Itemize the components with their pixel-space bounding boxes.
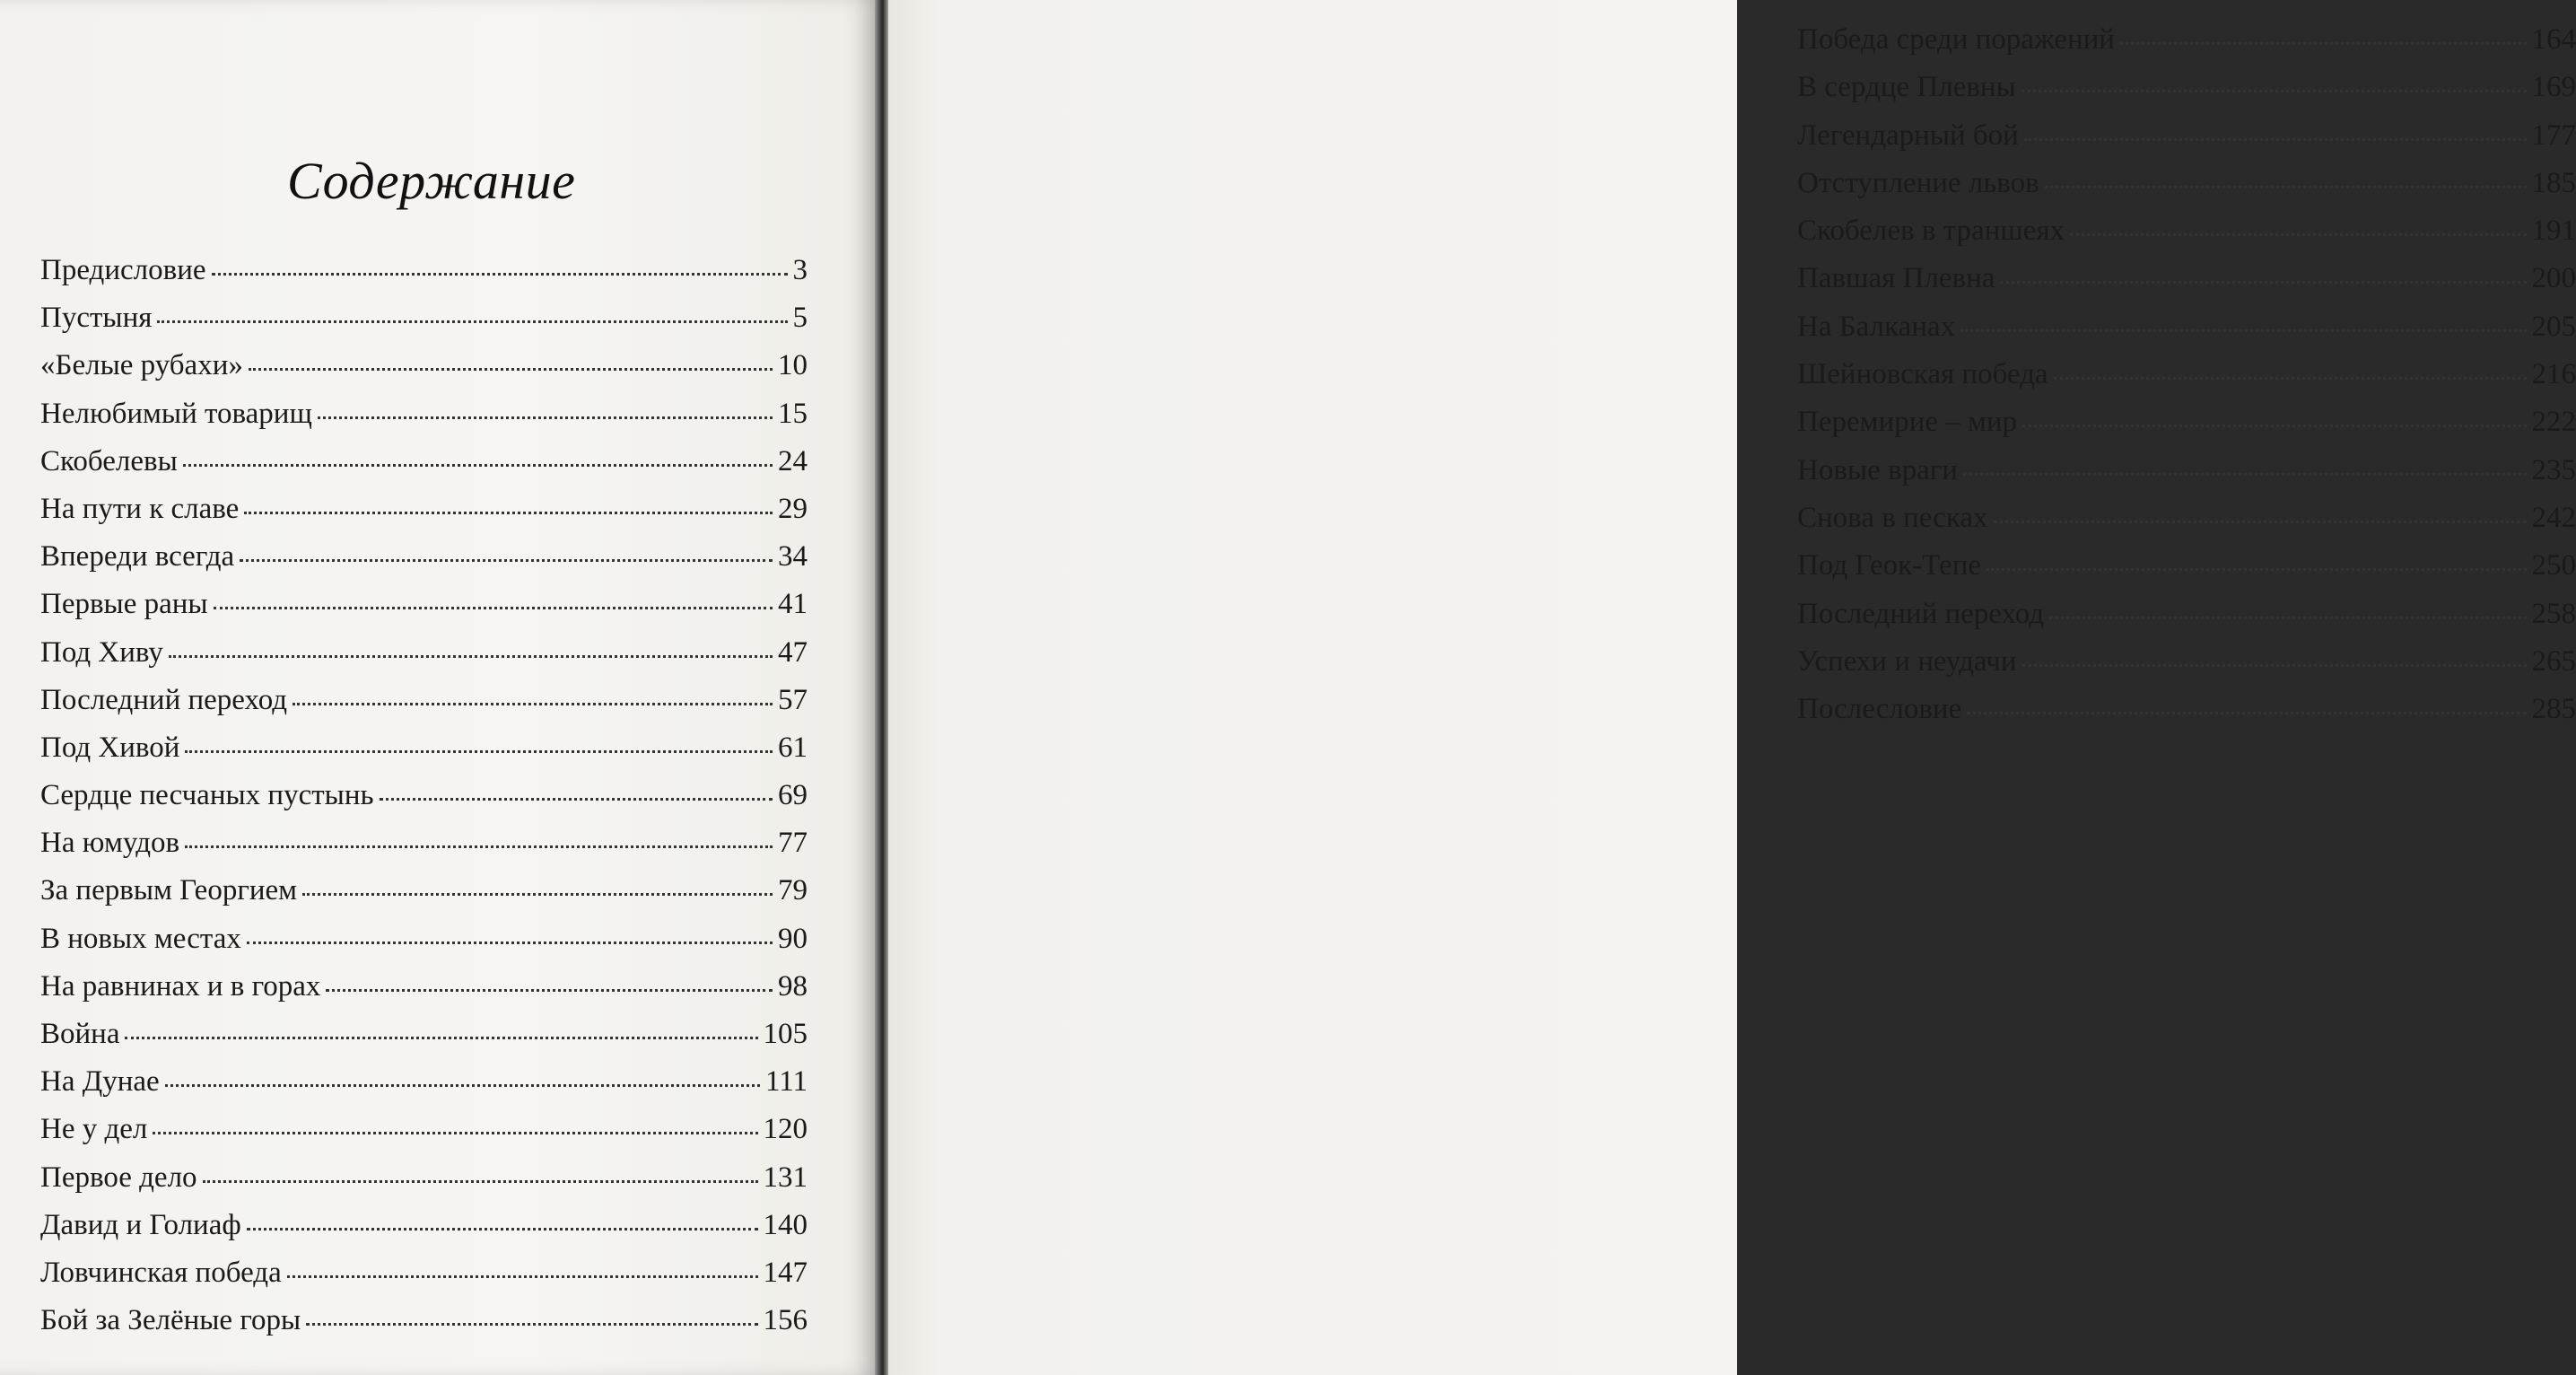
- toc-entry: [40, 542, 808, 590]
- toc-entry-page-number: 24: [778, 444, 808, 477]
- toc-entry-title: На Дунае: [40, 1065, 160, 1099]
- toc-entry: [1797, 360, 2576, 407]
- toc-entry-page-number: 111: [764, 1065, 808, 1099]
- left-page: [0, 0, 875, 1375]
- toc-entry-page-number: 69: [778, 779, 808, 812]
- toc-entry-title: За первым Георгием: [40, 874, 298, 907]
- toc-entry: [1797, 166, 2576, 216]
- dot-leader: [2049, 617, 2526, 619]
- toc-entry-title: Первое дело: [40, 1160, 197, 1194]
- dot-leader: [287, 1275, 758, 1278]
- toc-entry-page-number: 47: [778, 635, 808, 669]
- toc-entry-page-number: 156: [763, 1304, 808, 1337]
- toc-right-column: [1797, 25, 2576, 742]
- toc-entry-page-number: 10: [778, 349, 808, 382]
- toc-entry: [1797, 501, 2576, 551]
- dot-leader: [326, 989, 773, 992]
- toc-entry-page-number: 120: [763, 1113, 808, 1146]
- dot-leader: [247, 1228, 758, 1230]
- dot-leader: [1960, 329, 2526, 332]
- toc-entry-title: Не у дел: [40, 1113, 148, 1146]
- toc-entry-title: Успехи и неудачи: [1797, 644, 2017, 678]
- dot-leader: [1967, 712, 2526, 714]
- toc-entry-title: Шейновская победа: [1797, 358, 2048, 391]
- dot-leader: [165, 1084, 760, 1087]
- dot-leader: [249, 368, 773, 371]
- contents-title: Содержание: [287, 152, 576, 210]
- toc-entry-title: Отступление львов: [1797, 166, 2039, 199]
- toc-entry: [40, 683, 808, 733]
- dot-leader: [214, 607, 773, 609]
- toc-entry: [40, 1306, 808, 1353]
- toc-entry: [1797, 73, 2576, 120]
- dot-leader: [203, 1180, 758, 1183]
- toc-entry-page-number: 41: [778, 588, 808, 621]
- toc-entry-title: Новые враги: [1797, 453, 1958, 486]
- toc-entry-title: Послесловие: [1797, 693, 1962, 726]
- toc-entry: [40, 256, 808, 303]
- toc-entry-page-number: 235: [2531, 453, 2576, 486]
- toc-entry: [1797, 695, 2576, 742]
- toc-entry: [40, 781, 808, 828]
- toc-entry-page-number: 77: [778, 827, 808, 860]
- dot-leader: [2070, 233, 2526, 236]
- toc-entry-title: На пути к славе: [40, 492, 240, 525]
- toc-entry: [1797, 264, 2576, 311]
- toc-entry-title: Давид и Голиаф: [40, 1208, 241, 1241]
- toc-entry: [1797, 407, 2576, 455]
- toc-entry-page-number: 265: [2531, 644, 2576, 678]
- toc-entry-title: Последний переход: [40, 683, 288, 716]
- toc-entry: [1797, 25, 2576, 73]
- toc-entry-page-number: 105: [763, 1018, 808, 1050]
- toc-entry-page-number: 3: [792, 254, 808, 286]
- toc-entry: [40, 492, 808, 542]
- toc-entry-title: Легендарный бой: [1797, 118, 2019, 152]
- toc-entry-title: В новых местах: [40, 922, 241, 955]
- toc-entry-page-number: 57: [778, 683, 808, 716]
- dot-leader: [302, 893, 773, 896]
- toc-entry-title: Бой за Зелёные горы: [40, 1304, 301, 1337]
- toc-entry-page-number: 15: [778, 397, 808, 430]
- toc-entry: [1797, 216, 2576, 264]
- toc-entry-title: В сердце Плевны: [1797, 71, 2016, 104]
- dot-leader: [293, 703, 773, 705]
- toc-entry: [40, 828, 808, 876]
- dot-leader: [183, 464, 773, 467]
- book-gutter: [875, 0, 888, 1375]
- dot-leader: [2024, 138, 2527, 141]
- toc-entry-title: Предисловие: [40, 254, 206, 286]
- toc-entry: [40, 1115, 808, 1162]
- toc-entry-title: Первые раны: [40, 588, 208, 621]
- toc-entry-title: «Белые рубахи»: [40, 349, 243, 382]
- dot-leader: [125, 1037, 757, 1039]
- dot-leader: [247, 941, 773, 944]
- toc-entry-title: Нелюбимый товарищ: [40, 397, 312, 430]
- toc-entry-title: Скобелевы: [40, 444, 178, 477]
- dot-leader: [185, 845, 773, 848]
- dot-leader: [2054, 377, 2527, 380]
- dot-leader: [2022, 90, 2527, 92]
- toc-entry-page-number: 79: [778, 874, 808, 907]
- toc-entry: [40, 733, 808, 781]
- toc-entry: [1797, 644, 2576, 695]
- toc-entry-page-number: 169: [2531, 71, 2576, 104]
- toc-entry-title: Снова в песках: [1797, 501, 1988, 534]
- toc-entry-title: На юмудов: [40, 827, 180, 860]
- toc-entry-title: Ловчинская победа: [40, 1256, 282, 1289]
- toc-entry: [40, 876, 808, 924]
- toc-entry: [40, 444, 808, 495]
- dot-leader: [1994, 521, 2527, 523]
- toc-entry-page-number: 242: [2531, 501, 2576, 534]
- dot-leader: [169, 655, 773, 658]
- dot-leader: [2120, 42, 2527, 45]
- toc-entry-page-number: 5: [792, 302, 808, 335]
- toc-entry: [1797, 453, 2576, 504]
- toc-entry-page-number: 140: [763, 1208, 808, 1241]
- toc-entry-page-number: 258: [2531, 597, 2576, 630]
- toc-entry-page-number: 29: [778, 492, 808, 525]
- toc-entry-title: Скобелев в траншеях: [1797, 215, 2065, 248]
- dot-leader: [1963, 473, 2527, 476]
- toc-entry: [40, 1067, 808, 1115]
- toc-entry: [1797, 597, 2576, 647]
- dot-leader: [212, 273, 788, 276]
- dot-leader: [380, 798, 773, 801]
- toc-entry-page-number: 191: [2531, 215, 2576, 248]
- toc-entry: [40, 1208, 808, 1258]
- toc-entry-title: Павшая Плевна: [1797, 262, 1995, 295]
- toc-entry-page-number: 164: [2531, 23, 2576, 56]
- toc-entry-page-number: 200: [2531, 262, 2576, 295]
- toc-entry-page-number: 98: [778, 969, 808, 1003]
- toc-entry-title: На Балканах: [1797, 310, 1956, 343]
- toc-entry-title: Под Геок-Тепе: [1797, 549, 1982, 582]
- toc-entry: [40, 303, 808, 351]
- toc-entry-page-number: 177: [2531, 118, 2576, 152]
- toc-entry: [40, 1020, 808, 1067]
- toc-entry-page-number: 90: [778, 922, 808, 955]
- toc-entry: [40, 399, 808, 447]
- dot-leader: [2000, 281, 2526, 284]
- toc-entry-page-number: 147: [763, 1256, 808, 1289]
- toc-entry-page-number: 222: [2531, 406, 2576, 439]
- toc-entry-title: На равнинах и в горах: [40, 969, 321, 1003]
- toc-entry-title: Пустыня: [40, 302, 153, 335]
- right-page: [888, 0, 2576, 1375]
- toc-entry-title: Впереди всегда: [40, 540, 235, 574]
- toc-entry: [40, 590, 808, 637]
- toc-entry-title: Сердце песчаных пустынь: [40, 779, 374, 812]
- toc-entry-title: Под Хиву: [40, 635, 163, 669]
- toc-entry-title: Перемирие – мир: [1797, 406, 2018, 439]
- dot-leader: [244, 512, 773, 514]
- toc-entry-title: Последний переход: [1797, 597, 2045, 630]
- dot-leader: [318, 416, 773, 419]
- toc-entry: [40, 1160, 808, 1211]
- toc-entry-page-number: 216: [2531, 358, 2576, 391]
- toc-entry-page-number: 250: [2531, 549, 2576, 582]
- toc-entry-title: Война: [40, 1018, 120, 1050]
- toc-entry-page-number: 185: [2531, 166, 2576, 199]
- toc-entry: [40, 924, 808, 972]
- dot-leader: [185, 750, 773, 753]
- toc-entry-page-number: 131: [763, 1160, 808, 1194]
- toc-entry-title: Победа среди поражений: [1797, 23, 2115, 56]
- toc-entry: [1797, 312, 2576, 360]
- toc-entry: [40, 635, 808, 686]
- dot-leader: [2022, 664, 2527, 667]
- dot-leader: [240, 559, 773, 562]
- toc-entry-page-number: 34: [778, 540, 808, 574]
- dot-leader: [306, 1323, 757, 1326]
- dot-leader: [2022, 425, 2526, 427]
- dot-leader: [153, 1132, 757, 1134]
- dot-leader: [157, 320, 787, 323]
- toc-entry: [40, 351, 808, 398]
- toc-entry-page-number: 205: [2531, 310, 2576, 343]
- toc-entry: [1797, 118, 2576, 169]
- toc-entry: [1797, 551, 2576, 599]
- toc-entry: [40, 969, 808, 1020]
- toc-entry: [40, 1258, 808, 1306]
- toc-left-column: [40, 256, 808, 1353]
- toc-entry-page-number: 61: [778, 731, 808, 764]
- dot-leader: [1987, 568, 2526, 571]
- toc-entry-title: Под Хивой: [40, 731, 180, 764]
- toc-entry-page-number: 285: [2531, 693, 2576, 726]
- dot-leader: [2045, 186, 2527, 188]
